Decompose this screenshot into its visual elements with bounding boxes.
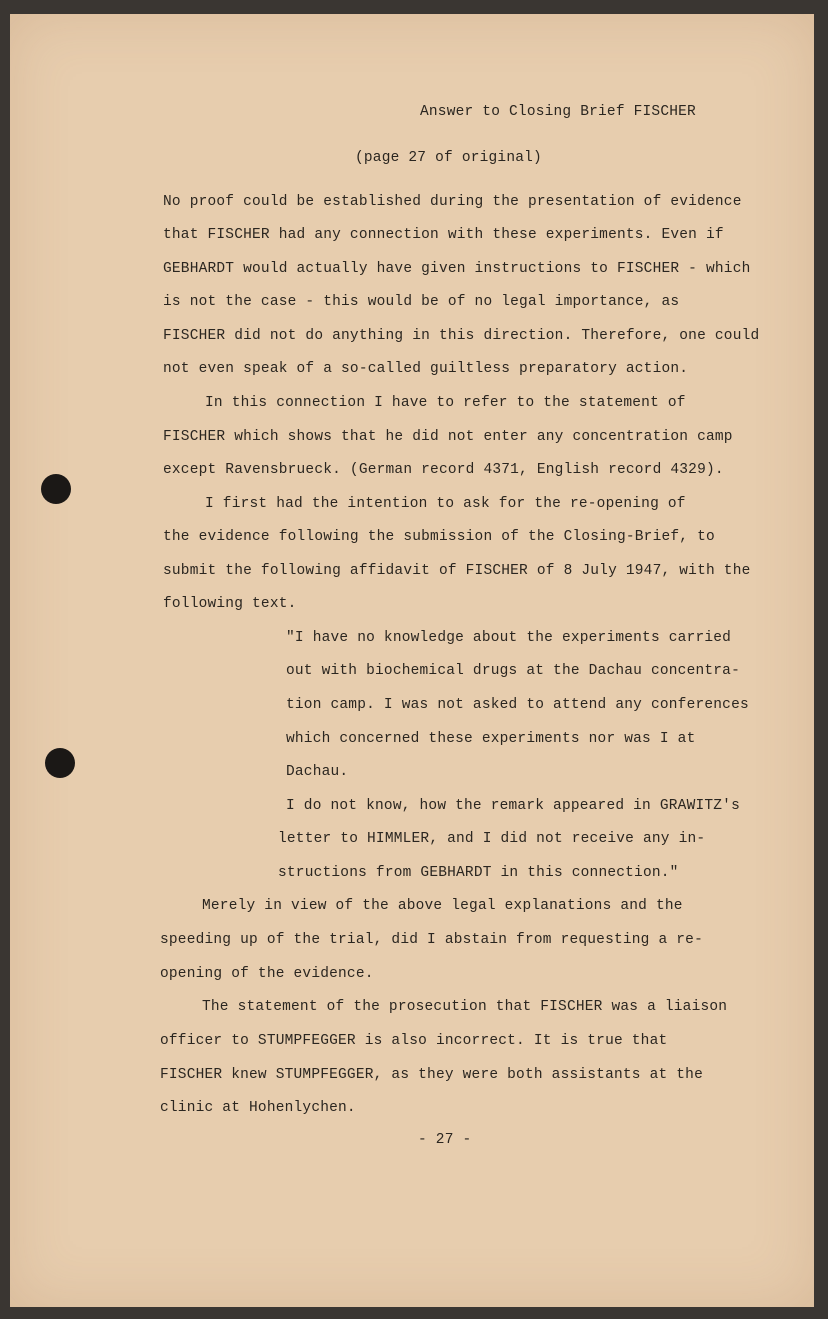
text-line: Merely in view of the above legal explanations and the <box>202 898 683 914</box>
text-line: letter to HIMMLER, and I did not receive any in- <box>278 831 706 847</box>
text-line: except Ravensbrueck. (German record 4371, English record 4329). <box>163 462 724 478</box>
text-line: out with biochemical drugs at the Dachau concentra- <box>286 663 740 679</box>
header-title: Answer to Closing Brief FISCHER <box>420 104 696 120</box>
text-line: speeding up of the trial, did I abstain from requesting a re- <box>160 932 703 948</box>
text-line: FISCHER did not do anything in this direction. Therefore, one could <box>163 328 760 344</box>
text-line: GEBHARDT would actually have given instructions to FISCHER - which <box>163 261 751 277</box>
text-line: I first had the intention to ask for the re-opening of <box>205 496 686 512</box>
document-page <box>10 14 814 1307</box>
text-line: FISCHER knew STUMPFEGGER, as they were both assistants at the <box>160 1067 703 1083</box>
text-line: No proof could be established during the presentation of evidence <box>163 194 742 210</box>
document-body <box>10 14 814 1307</box>
page-number: - 27 - <box>418 1132 472 1148</box>
text-line: FISCHER which shows that he did not enter any concentration camp <box>163 429 733 445</box>
text-line: clinic at Hohenlychen. <box>160 1100 356 1116</box>
text-line: I do not know, how the remark appeared in GRAWITZ's <box>286 798 740 814</box>
text-line: that FISCHER had any connection with these experiments. Even if <box>163 227 724 243</box>
text-line: In this connection I have to refer to the statement of <box>205 395 686 411</box>
text-line: "I have no knowledge about the experiments carried <box>286 630 732 646</box>
text-line: opening of the evidence. <box>160 966 374 982</box>
text-line: submit the following affidavit of FISCHER of 8 July 1947, with the <box>163 563 751 579</box>
text-line: is not the case - this would be of no legal importance, as <box>163 294 680 310</box>
text-line: the evidence following the submission of the Closing-Brief, to <box>163 529 715 545</box>
text-line: which concerned these experiments nor was I at <box>286 731 696 747</box>
text-line: tion camp. I was not asked to attend any conferences <box>286 697 749 713</box>
text-line: not even speak of a so-called guiltless preparatory action. <box>163 361 689 377</box>
text-line: The statement of the prosecution that FISCHER was a liaison <box>202 999 728 1015</box>
text-line: following text. <box>163 596 297 612</box>
header-subtitle: (page 27 of original) <box>355 150 542 166</box>
text-line: structions from GEBHARDT in this connection." <box>278 865 679 881</box>
text-line: officer to STUMPFEGGER is also incorrect. It is true that <box>160 1033 668 1049</box>
text-line: Dachau. <box>286 764 349 780</box>
